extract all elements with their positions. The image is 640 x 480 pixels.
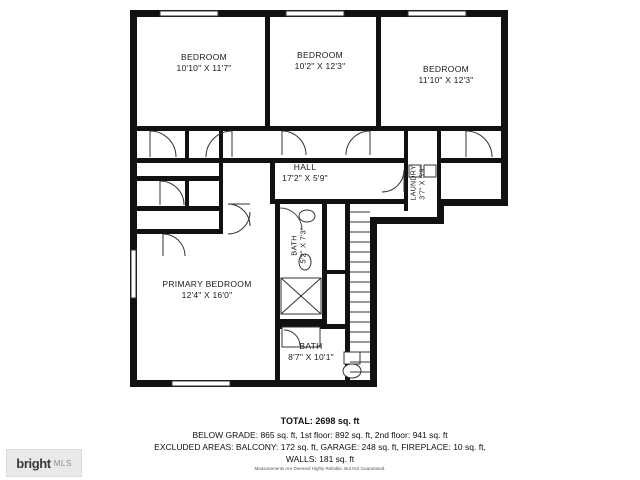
room-name: BEDROOM — [422, 64, 470, 74]
room-name: PRIMARY BEDROOM — [162, 279, 252, 289]
room-dimensions: 3'7" X 5'9" — [419, 165, 426, 200]
room-name: BATH — [289, 235, 299, 256]
room-dimensions: 5'2" X 7'3" — [299, 227, 308, 264]
summary-areas: BELOW GRADE: 865 sq. ft, 1st floor: 892 sq. ft, 2nd floor: 941 sq. ft — [192, 430, 448, 440]
room-label-bath-lower — [261, 341, 361, 362]
room-label-hall — [252, 162, 358, 183]
brand-text: bright — [16, 455, 51, 471]
room-name: BEDROOM — [180, 52, 228, 62]
room-name: BEDROOM — [296, 50, 344, 60]
room-name: HALL — [293, 162, 317, 172]
room-name: BATH — [299, 341, 323, 351]
room-label-bedroom-2 — [264, 50, 376, 71]
brand-suffix: MLS — [53, 458, 72, 468]
summary-excluded: EXCLUDED AREAS: BALCONY: 172 sq. ft, GARAGE: 248 sq. ft, FIREPLACE: 10 sq. ft, — [154, 442, 486, 452]
room-dimensions: 8'7" X 10'1" — [288, 351, 334, 362]
room-label-laundry — [410, 145, 428, 221]
summary-disclaimer: Measurements Are Deemed Highly Reliable, But Not Guaranteed. — [254, 466, 386, 471]
room-label-bedroom-3 — [386, 64, 506, 85]
room-dimensions: 17'2" X 5'9" — [282, 172, 328, 183]
summary-walls: WALLS: 181 sq. ft — [285, 454, 355, 464]
room-name: LAUNDRY — [410, 165, 418, 201]
room-label-bath-upper — [290, 207, 309, 283]
brightmls-watermark — [6, 449, 82, 477]
room-dimensions: 10'10" X 11'7" — [176, 62, 232, 73]
summary-total: TOTAL: 2698 sq. ft — [280, 416, 360, 426]
room-label-bedroom-1 — [144, 52, 264, 73]
room-label-primary-bedroom — [147, 279, 267, 300]
room-dimensions: 10'2" X 12'3" — [294, 60, 346, 71]
room-dimensions: 12'4" X 16'0" — [181, 289, 233, 300]
room-dimensions: 11'10" X 12'3" — [418, 74, 474, 85]
